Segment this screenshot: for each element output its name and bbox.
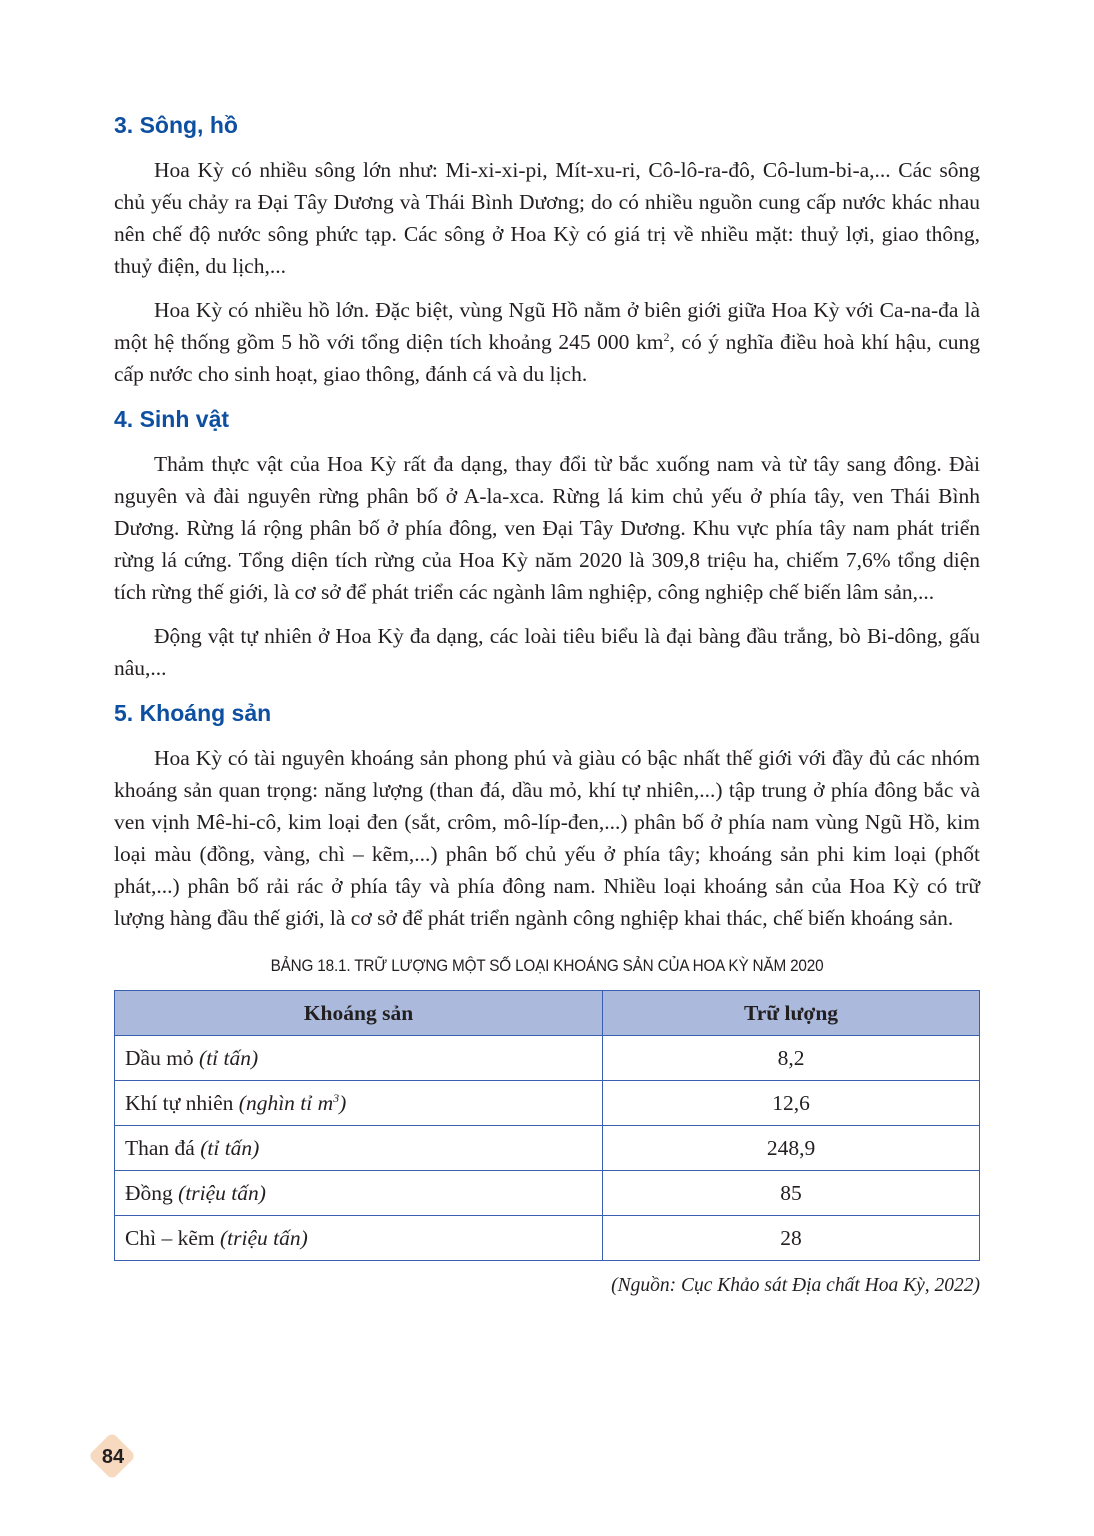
table-cell-mineral xyxy=(115,1126,603,1171)
mineral-reserves-table xyxy=(114,990,980,1261)
lakes-superscript: 2 xyxy=(663,330,670,344)
table-source: (Nguồn: Cục Khảo sát Địa chất Hoa Kỳ, 2022) xyxy=(611,1275,980,1296)
table-cell-value: 85 xyxy=(603,1171,980,1216)
section-heading-rivers: 3. Sông, hồ xyxy=(114,112,238,138)
page-number-text: 84 xyxy=(101,1446,125,1468)
page-content xyxy=(114,108,980,1297)
table-row xyxy=(115,1126,980,1171)
section-heading-biology: 4. Sinh vật xyxy=(114,406,230,432)
paragraph-fauna: Động vật tự nhiên ở Hoa Kỳ đa dạng, các loài tiêu biểu là đại bàng đầu trắng, bò Bi-dông, gấu nâu,... xyxy=(114,624,980,680)
paragraph-lakes xyxy=(114,294,980,390)
mineral-name: Chì – kẽm xyxy=(125,1225,215,1250)
paragraph-rivers: Hoa Kỳ có nhiều sông lớn như: Mi-xi-xi-pi, Mít-xu-ri, Cô-lô-ra-đô, Cô-lum-bi-a,... Các sông chủ yếu chảy ra Đại Tây Dương và Thái Bình Dương; do có nhiều nguồn cung cấp nước khác nhau nên chế độ nước sông phức tạp. Các sông ở Hoa Kỳ có giá trị về nhiều mặt: thuỷ lợi, giao thông, thuỷ điện, du lịch,... xyxy=(114,158,980,278)
table-cell-value: 12,6 xyxy=(603,1081,980,1126)
lakes-text-before: Hoa Kỳ có nhiều hồ lớn. Đặc biệt, vùng Ngũ Hồ nằm ở biên giới giữa Hoa Kỳ với Ca-na-đa là một hệ thống gồm 5 hồ với tổng diện tích khoảng 245 000 km xyxy=(114,298,980,354)
table-header-mineral: Khoáng sản xyxy=(115,991,603,1036)
table-row xyxy=(115,1171,980,1216)
paragraph-flora: Thảm thực vật của Hoa Kỳ rất đa dạng, thay đổi từ bắc xuống nam và từ tây sang đông. Đài nguyên và đài nguyên rừng phân bố ở A-la-xca. Rừng lá kim chủ yếu ở phía tây, ven Thái Bình Dương. Rừng lá rộng phân bố ở phía đông, ven Đại Tây Dương. Khu vực phía tây nam phát triển rừng lá cứng. Tổng diện tích rừng của Hoa Kỳ năm 2020 là 309,8 triệu ha, chiếm 7,6% tổng diện tích rừng thế giới, là cơ sở để phát triển các ngành lâm nghiệp, công nghiệp chế biến lâm sản,... xyxy=(114,452,980,604)
table-cell-mineral xyxy=(115,1216,603,1261)
mineral-name: Dầu mỏ xyxy=(125,1045,194,1070)
table-row xyxy=(115,1081,980,1126)
lakes-text-after: , có ý nghĩa điều hoà khí hậu, cung cấp nước cho sinh hoạt, giao thông, đánh cá và du lịch. xyxy=(114,330,980,386)
mineral-unit: (tỉ tấn) xyxy=(199,1045,259,1070)
mineral-unit: (nghìn tỉ $m^3$) xyxy=(238,1090,347,1115)
table-title: BẢNG 18.1. TRỮ LƯỢNG MỘT SỐ LOẠI KHOÁNG SẢN CỦA HOA KỲ NĂM 2020 xyxy=(270,956,824,975)
table-cell-mineral xyxy=(115,1171,603,1216)
mineral-unit: (triệu tấn) xyxy=(219,1225,308,1250)
table-cell-mineral xyxy=(115,1081,603,1126)
mineral-unit: (tỉ tấn) xyxy=(200,1135,260,1160)
mineral-unit: (triệu tấn) xyxy=(178,1180,266,1205)
mineral-name: Than đá xyxy=(125,1135,195,1160)
mineral-name: Khí tự nhiên xyxy=(125,1090,234,1115)
table-cell-value: 28 xyxy=(603,1216,980,1261)
section-heading-minerals: 5. Khoáng sản xyxy=(114,700,272,726)
page-number xyxy=(92,1436,134,1478)
table-header-reserve: Trữ lượng xyxy=(603,991,980,1036)
table-cell-value: 248,9 xyxy=(603,1126,980,1171)
table-cell-mineral xyxy=(115,1036,603,1081)
mineral-name: Đồng xyxy=(125,1180,173,1205)
table-cell-value: 8,2 xyxy=(603,1036,980,1081)
table-row xyxy=(115,1216,980,1261)
paragraph-minerals: Hoa Kỳ có tài nguyên khoáng sản phong phú và giàu có bậc nhất thế giới với đầy đủ các nhóm khoáng sản quan trọng: năng lượng (than đá, dầu mỏ, khí tự nhiên,...) tập trung ở phía đông bắc và ven vịnh Mê-hi-cô, kim loại đen (sắt, crôm, mô-líp-đen,...) phân bố ở phía nam vùng Ngũ Hồ, kim loại màu (đồng, vàng, chì – kẽm,...) phân bố chủ yếu ở phía tây; khoáng sản phi kim loại (phốt phát,...) phân bố rải rác ở phía tây và phía đông nam. Nhiều loại khoáng sản của Hoa Kỳ có trữ lượng hàng đầu thế giới, là cơ sở để phát triển ngành công nghiệp khai thác, chế biến khoáng sản. xyxy=(114,746,980,930)
table-row xyxy=(115,1036,980,1081)
table-header-row xyxy=(115,991,980,1036)
